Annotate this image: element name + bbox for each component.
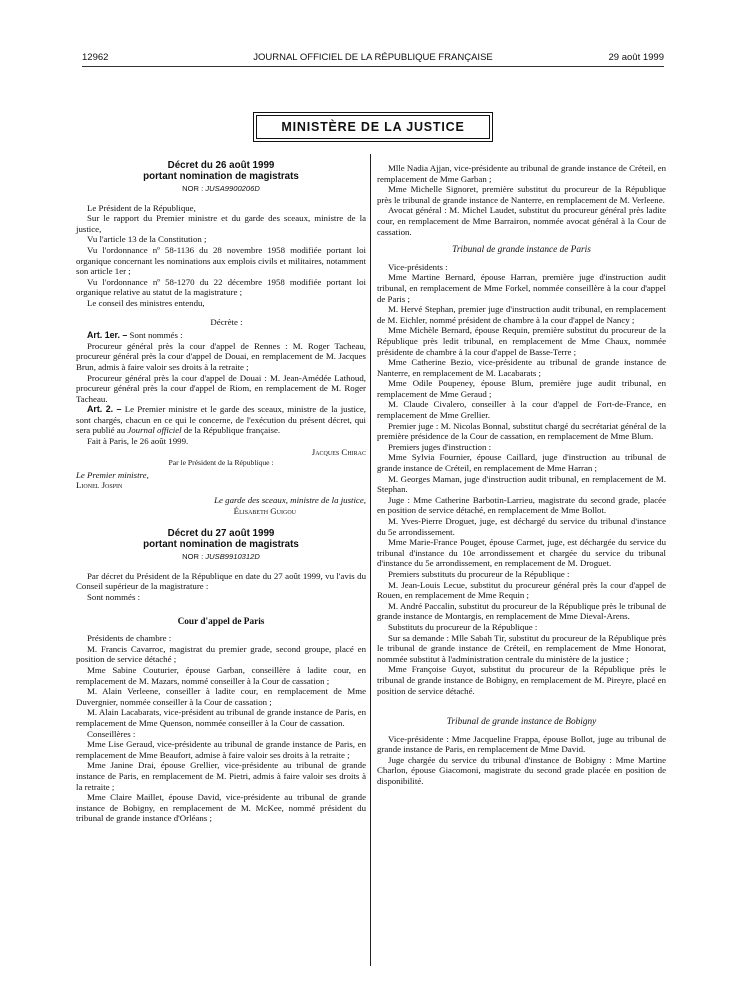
decree1-article1 — [76, 330, 366, 341]
presidents-label: Présidents de chambre : — [87, 633, 172, 644]
tgi-paris-entry: M. Yves-Pierre Droguet, juge, est déchargé du service du tribunal d'instance du 5e arrondissement. — [377, 516, 666, 537]
article2-text: Le Premier ministre et le garde des sceaux, ministre de la justice, sont chargés, chacun en ce qui le concerne, de l'exécution du présent décret, qui sera publié au — [76, 404, 366, 436]
tgi-paris-entry: Mme Sylvia Fournier, épouse Caillard, juge d'instruction au tribunal de grande instance de Créteil, en remplacement de Mme Harran ; — [377, 452, 666, 474]
decree2-nor — [76, 552, 366, 563]
issue-date: 29 août 1999 — [608, 52, 664, 63]
president-entry: M. Francis Cavarroc, magistrat du premier grade, second groupe, placé en position de service détaché ; — [76, 643, 366, 665]
right-paragraph: Avocat général : M. Michel Laudet, substitut du procureur général près ladite cour, en remplacement de Mme Barrairon, nommée avocat général à la Cour de cassation. — [377, 205, 666, 237]
article2-journal: Journal officiel — [127, 425, 182, 436]
premier-ministre-title: Le Premier ministre, — [76, 469, 149, 480]
tgi-bobigny-entry: Juge chargée du service du tribunal d'instance de Bobigny : Mme Martine Charlon, épouse Giacomoni, magistrate du second grade placée en position de disponibilité. — [377, 754, 666, 787]
right-paragraph: Mme Michelle Signoret, première substitut du procureur de la République près le tribunal de grande instance de Nanterre, en remplacement de M. Verleene. — [377, 184, 666, 205]
tgi-paris-entry: Mme Catherine Bezio, vice-présidente au tribunal de grande instance de Nanterre, en remplacement de M. Lacabarats ; — [377, 357, 666, 378]
decree1-paragraph: Vu l'ordonnance nº 58-1136 du 28 novembre 1958 modifiée portant loi organique concernant les nominations aux emplois civils et militaires, notamment son article 1er ; — [76, 244, 366, 277]
garde-des-sceaux-title: Le garde des sceaux, ministre de la justice, — [214, 495, 366, 506]
tgi-paris-entry: Mme Françoise Guyot, substitut du procureur de la République près le tribunal de grande instance de Bobigny, en remplacement de M. Pireyre, placé en position de service détaché. — [377, 664, 666, 696]
decree1-paragraph: Sur le rapport du Premier ministre et du garde des sceaux, ministre de la justice, — [76, 213, 366, 234]
conseiller-entry: Mme Claire Maillet, épouse David, vice-présidente au tribunal de grande instance de Bobigny, en remplacement de M. McKee, nommé président du tribunal de grande instance d'Orléans ; — [76, 792, 366, 824]
tgi-paris-entry: Premier juge : M. Nicolas Bonnal, substitut chargé du secrétariat général de la première présidence de la Cour de cassation, en remplacement de Mme Blum. — [377, 420, 666, 442]
tgi-paris-entry: Juge : Mme Catherine Barbotin-Larrieu, magistrate du second grade, placée en position de service détaché, en remplacement de Mme Bollot. — [377, 494, 666, 516]
premier-ministre-name: Lionel Jospin — [76, 480, 123, 491]
decree1-decrete: Décrète : — [210, 316, 243, 327]
spacer — [377, 696, 666, 709]
section-cour-appel-paris: Cour d'appel de Paris — [177, 616, 265, 627]
section-tgi-paris: Tribunal de grande instance de Paris — [452, 245, 591, 256]
decree1-paragraph: Vu l'ordonnance nº 58-1270 du 22 décembre 1958 modifiée portant loi organique relative au statut de la magistrature ; — [76, 276, 366, 298]
decree1-title-line1: Décret du 26 août 1999 — [167, 160, 275, 171]
tgi-paris-entry: Mme Martine Bernard, épouse Harran, première juge d'instruction audit tribunal, en remplacement de Mme Forkel, nommée conseillère à la cour d'appel de Paris ; — [377, 272, 666, 304]
decree1-article1-paragraph: Procureur général près la cour d'appel de Douai : M. Jean-Amédée Lathoud, procureur général près la cour d'appel de Riom, en remplacement de M. Roger Tacheau. — [76, 372, 366, 404]
president-entry: M. Alain Verleene, conseiller à ladite cour, en remplacement de Mme Duvergnier, nommée conseiller à la Cour de cassation ; — [76, 686, 366, 707]
decree2-nor-code: JUSB9910312D — [205, 552, 260, 562]
tgi-paris-entry: Vice-présidents : — [388, 261, 448, 272]
section-tgi-bobigny: Tribunal de grande instance de Bobigny — [446, 717, 597, 728]
president-entry: Mme Sabine Couturier, épouse Garban, conseillère à ladite cour, en remplacement de M. Mazars, nommé conseiller à la Cour de cassation ; — [76, 664, 366, 686]
right-column — [377, 163, 666, 787]
decree2-intro: Par décret du Président de la République en date du 27 août 1999, vu l'avis du Conseil supérieur de la magistrature : — [76, 570, 366, 592]
article2-label: Art. 2. – — [87, 404, 122, 415]
tgi-paris-entry: Mme Marie-France Pouget, épouse Carmet, juge, est déchargée du service du tribunal d'instance du 10e arrondissement et chargée du service du tribunal d'instance du 5e arrondissement, en remplacement de M. Droguet. — [377, 537, 666, 569]
tgi-paris-entry: Premiers juges d'instruction : — [388, 441, 492, 452]
tgi-paris-entry: Mme Odile Poupeney, épouse Blum, première juge audit tribunal, en remplacement de Mme Geraud ; — [377, 378, 666, 399]
decree2-title-line2: portant nomination de magistrats — [143, 539, 299, 551]
tgi-paris-entry: M. Georges Maman, juge d'instruction audit tribunal, en remplacement de M. Stephan. — [377, 473, 666, 495]
article2-text-end: de la République française. — [181, 425, 281, 436]
decree2-sont-nommes: Sont nommés : — [87, 592, 141, 602]
tgi-paris-entry: Substituts du procureur de la République : — [388, 621, 538, 632]
tgi-paris-entry: M. Hervé Stephan, premier juge d'instruction audit tribunal, en remplacement de M. Eichler, nommé président de chambre à la cour d'appel de Nancy ; — [377, 304, 666, 325]
right-paragraph: Mlle Nadia Ajjan, vice-présidente au tribunal de grande instance de Créteil, en remplacement de Mme Garban ; — [377, 163, 666, 184]
spacer — [76, 516, 366, 528]
page-header — [82, 52, 664, 66]
article1-label: Art. 1er. – — [87, 330, 128, 341]
decree1-nor — [76, 184, 366, 195]
tgi-paris-entry: M. Jean-Louis Lecue, substitut du procureur général près la cour d'appel de Rouen, en remplacement de Mme Requin ; — [377, 579, 666, 601]
garde-des-sceaux-name: Élisabeth Guigou — [233, 505, 296, 516]
par-le-president: Par le Président de la République : — [168, 458, 274, 468]
president-signature: Jacques Chirac — [311, 446, 366, 457]
decree1-nor-code: JUSA9900206D — [205, 184, 260, 193]
header-rule — [82, 66, 664, 67]
president-entry: M. Alain Lacabarats, vice-président au tribunal de grande instance de Paris, en remplacement de Mme Quenson, nommée conseiller à la Cour de cassation. — [76, 707, 366, 728]
article1-text: Sont nommés : — [127, 330, 183, 341]
tgi-paris-entry: Premiers substituts du procureur de la République : — [388, 568, 570, 579]
journal-title: JOURNAL OFFICIEL DE LA RÉPUBLIQUE FRANÇAISE — [253, 52, 493, 63]
decree1-paragraph: Le Président de la République, — [87, 202, 196, 213]
conseiller-entry: Mme Lise Geraud, vice-présidente au tribunal de grande instance de Paris, en remplacement de Mme Beaufort, admise à faire valoir ses droits à la retraite ; — [76, 739, 366, 760]
tgi-paris-entry: M. André Paccalin, substitut du procureur de la République près le tribunal de grande instance de Montargis, en remplacement de Mme Dieval-Arens. — [377, 600, 666, 622]
tgi-paris-entry: Sur sa demande : Mlle Sabah Tir, substitut du procureur de la République près le tribunal de grande instance de Créteil, en remplacement de Mme Honorat, nommée substitut à l'administration centrale du ministère de la justice ; — [377, 632, 666, 664]
page-number: 12962 — [82, 52, 109, 63]
tgi-paris-entry: M. Claude Civalero, conseiller à la cour d'appel de Fort-de-France, en remplacement de Mme Grellier. — [377, 399, 666, 421]
decree1-article2 — [76, 404, 366, 436]
column-divider — [370, 154, 371, 966]
decree1-title-line2: portant nomination de magistrats — [143, 171, 299, 182]
decree1-paragraph: Le conseil des ministres entendu, — [87, 297, 205, 308]
decree1-article1-paragraph: Procureur général près la cour d'appel de Rennes : M. Roger Tacheau, procureur général près la cour d'appel de Douai, en remplacement de M. Jacques Brun, admis à faire valoir ses droits à la retraite ; — [76, 340, 366, 372]
decree2-nor-label: NOR : — [182, 552, 206, 562]
tgi-paris-entry: Mme Michèle Bernard, épouse Requin, première substitut du procureur de la République près ledit tribunal, en remplacement de Mme Chaux, nommée présidente de chambre à la cour d'appel de Basse-Terre ; — [377, 325, 666, 357]
decree1-done-at: Fait à Paris, le 26 août 1999. — [87, 436, 189, 447]
decree2-title-line1: Décret du 27 août 1999 — [167, 528, 275, 540]
decree1-nor-label: NOR : — [182, 184, 206, 193]
conseillers-label: Conseillères : — [87, 728, 136, 739]
ministry-title: MINISTÈRE DE LA JUSTICE — [256, 115, 490, 139]
decree1-paragraph: Vu l'article 13 de la Constitution ; — [87, 234, 207, 245]
conseiller-entry: Mme Janine Drai, épouse Grellier, vice-présidente au tribunal de grande instance de Paris, en remplacement de M. Pietri, admis à faire valoir ses droits à la retraite ; — [76, 760, 366, 792]
tgi-bobigny-entry: Vice-présidente : Mme Jacqueline Frappa, épouse Bollot, juge au tribunal de grande instance de Paris, en remplacement de Mme David. — [377, 733, 666, 755]
left-column — [76, 160, 366, 824]
